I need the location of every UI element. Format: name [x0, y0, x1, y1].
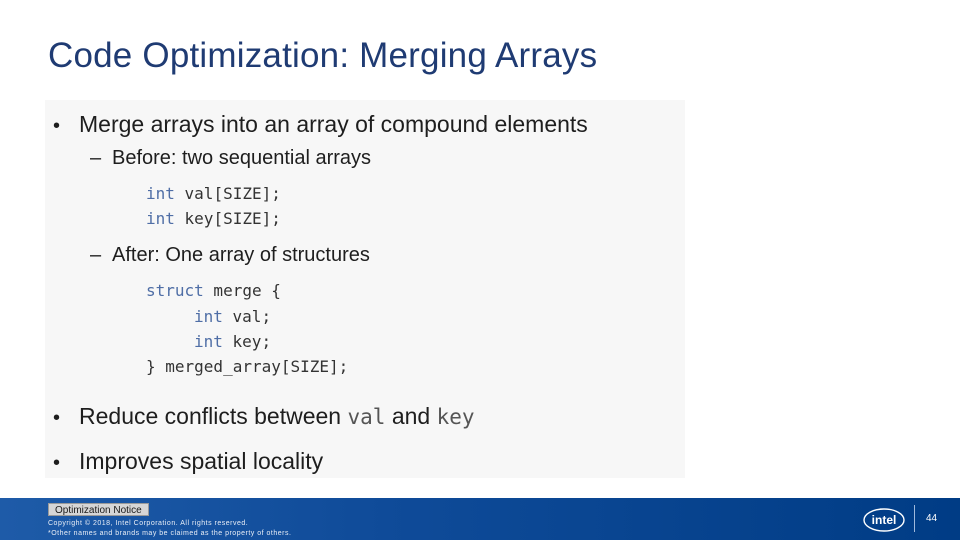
bullet-text: Merge arrays into an array of compound elements	[79, 111, 588, 137]
logo-divider	[914, 505, 915, 532]
inline-code-key: key	[436, 405, 475, 429]
code-keyword: int	[146, 209, 175, 228]
dash-marker: –	[90, 244, 102, 266]
slide-title: Code Optimization: Merging Arrays	[48, 36, 598, 75]
sub-text: Before: two sequential arrays	[112, 147, 372, 169]
footer-bar	[0, 498, 960, 540]
code-text: key;	[222, 332, 272, 351]
bullet-dot: •	[53, 115, 61, 137]
copyright-text	[48, 519, 291, 539]
copyright-line: Copyright © 2018, Intel Corporation. All rights reserved.	[48, 520, 249, 527]
bullet-merge-arrays	[53, 111, 588, 138]
code-keyword: struct	[146, 281, 204, 300]
code-line	[146, 184, 281, 203]
content-panel	[45, 100, 685, 478]
code-line	[146, 281, 281, 300]
trademark-line: *Other names and brands may be claimed as the property of others.	[48, 530, 292, 537]
bullet-dot: •	[53, 452, 61, 474]
code-keyword: int	[146, 184, 175, 203]
code-text: val[SIZE];	[174, 184, 281, 203]
bullet-spatial-locality	[53, 448, 323, 475]
code-line	[146, 357, 348, 376]
bullet-text: Improves spatial locality	[79, 448, 324, 474]
sub-text: After: One array of structures	[112, 244, 370, 266]
page-number: 44	[926, 513, 938, 524]
code-line	[194, 307, 271, 326]
sub-after	[90, 244, 370, 267]
code-text: merge {	[203, 281, 281, 300]
dash-marker: –	[90, 147, 102, 169]
code-keyword: int	[194, 307, 223, 326]
bullet-text: Reduce conflicts between	[79, 403, 348, 429]
code-text: } merged_array[SIZE];	[146, 357, 349, 376]
sub-before	[90, 147, 371, 170]
code-keyword: int	[194, 332, 223, 351]
code-text: key[SIZE];	[174, 209, 281, 228]
code-text: val;	[222, 307, 272, 326]
intel-logo-text: intel	[871, 513, 897, 527]
intel-logo-icon	[862, 507, 906, 533]
bullet-reduce-conflicts	[53, 403, 475, 430]
code-line	[194, 332, 271, 351]
code-line	[146, 209, 281, 228]
optimization-notice-button[interactable]: Optimization Notice	[48, 503, 149, 516]
bullet-dot: •	[53, 407, 61, 429]
inline-code-val: val	[347, 405, 386, 429]
bullet-text-mid: and	[385, 403, 437, 429]
